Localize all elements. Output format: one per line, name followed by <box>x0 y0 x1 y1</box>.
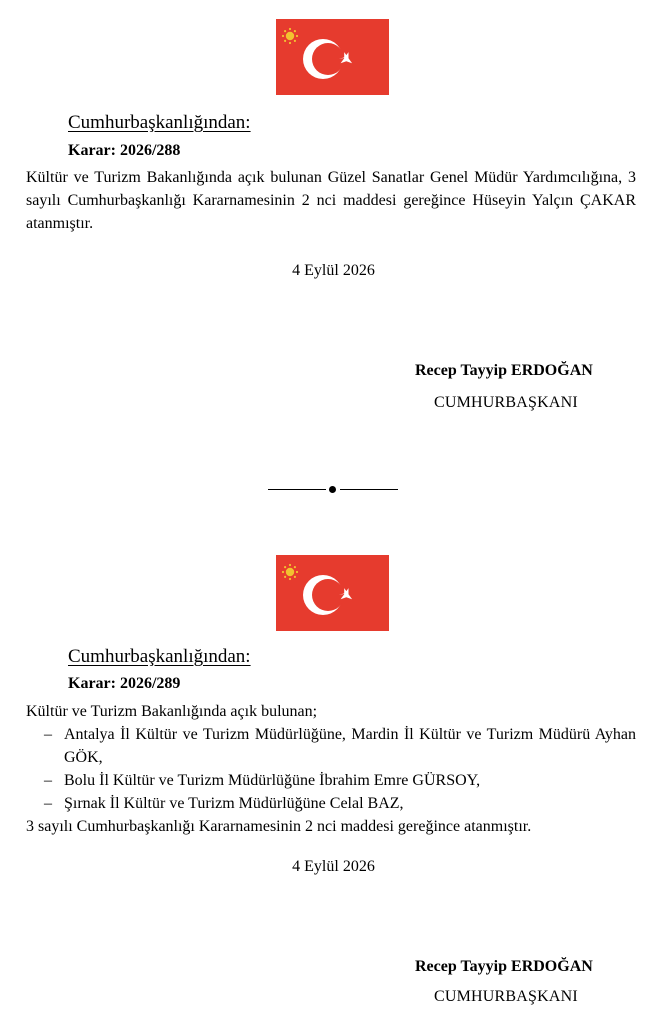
separator-dot <box>329 486 336 493</box>
decree-date-2: 4 Eylül 2026 <box>292 858 375 875</box>
list-item-text: Antalya İl Kültür ve Turizm Müdürlüğüne, Mardin İl Kültür ve Turizm Müdürü Ayhan GÖK, <box>64 726 636 766</box>
list-bullet: – <box>44 795 52 812</box>
decree-date-1: 4 Eylül 2026 <box>292 262 375 279</box>
list-item-text: Şırnak İl Kültür ve Turizm Müdürlüğüne Celal BAZ, <box>64 795 404 812</box>
decision-number-1: Karar: 2026/288 <box>68 142 181 159</box>
signer-name-1: Recep Tayyip ERDOĞAN <box>415 362 593 379</box>
list-item <box>26 723 636 769</box>
decision-number-2: Karar: 2026/289 <box>68 675 181 692</box>
list-bullet: – <box>44 726 52 743</box>
separator-line-left <box>268 489 326 490</box>
crescent-star-icon <box>276 555 389 631</box>
crescent-star-icon <box>276 19 389 95</box>
signer-title-1: CUMHURBAŞKANI <box>434 394 578 411</box>
decree-closing-2: 3 sayılı Cumhurbaşkanlığı Kararnamesinin 2 nci maddesi gereğince atanmıştır. <box>26 818 532 835</box>
issuer-heading-1: Cumhurbaşkanlığından: <box>68 112 251 133</box>
section-separator <box>268 480 398 500</box>
separator-line-right <box>340 489 398 490</box>
list-item-text: Bolu İl Kültür ve Turizm Müdürlüğüne İbrahim Emre GÜRSOY, <box>64 772 481 789</box>
list-item <box>26 769 636 792</box>
issuer-heading-2: Cumhurbaşkanlığından: <box>68 646 251 667</box>
presidential-flag-1 <box>276 19 389 95</box>
list-bullet: – <box>44 772 52 789</box>
decree-intro-2: Kültür ve Turizm Bakanlığında açık bulunan; <box>26 703 318 720</box>
signer-name-2: Recep Tayyip ERDOĞAN <box>415 958 593 975</box>
list-item <box>26 792 636 815</box>
decree-text-2 <box>26 700 636 838</box>
presidential-flag-2 <box>276 555 389 631</box>
decree-text-1: Kültür ve Turizm Bakanlığında açık bulunan Güzel Sanatlar Genel Müdür Yardımcılığına, 3 sayılı Cumhurbaşkanlığı Kararnamesinin 2 nci maddesi gereğince Hüseyin Yalçın ÇAKAR atanmıştır. <box>26 169 636 232</box>
appointment-list <box>26 723 636 815</box>
signer-title-2: CUMHURBAŞKANI <box>434 988 578 1005</box>
